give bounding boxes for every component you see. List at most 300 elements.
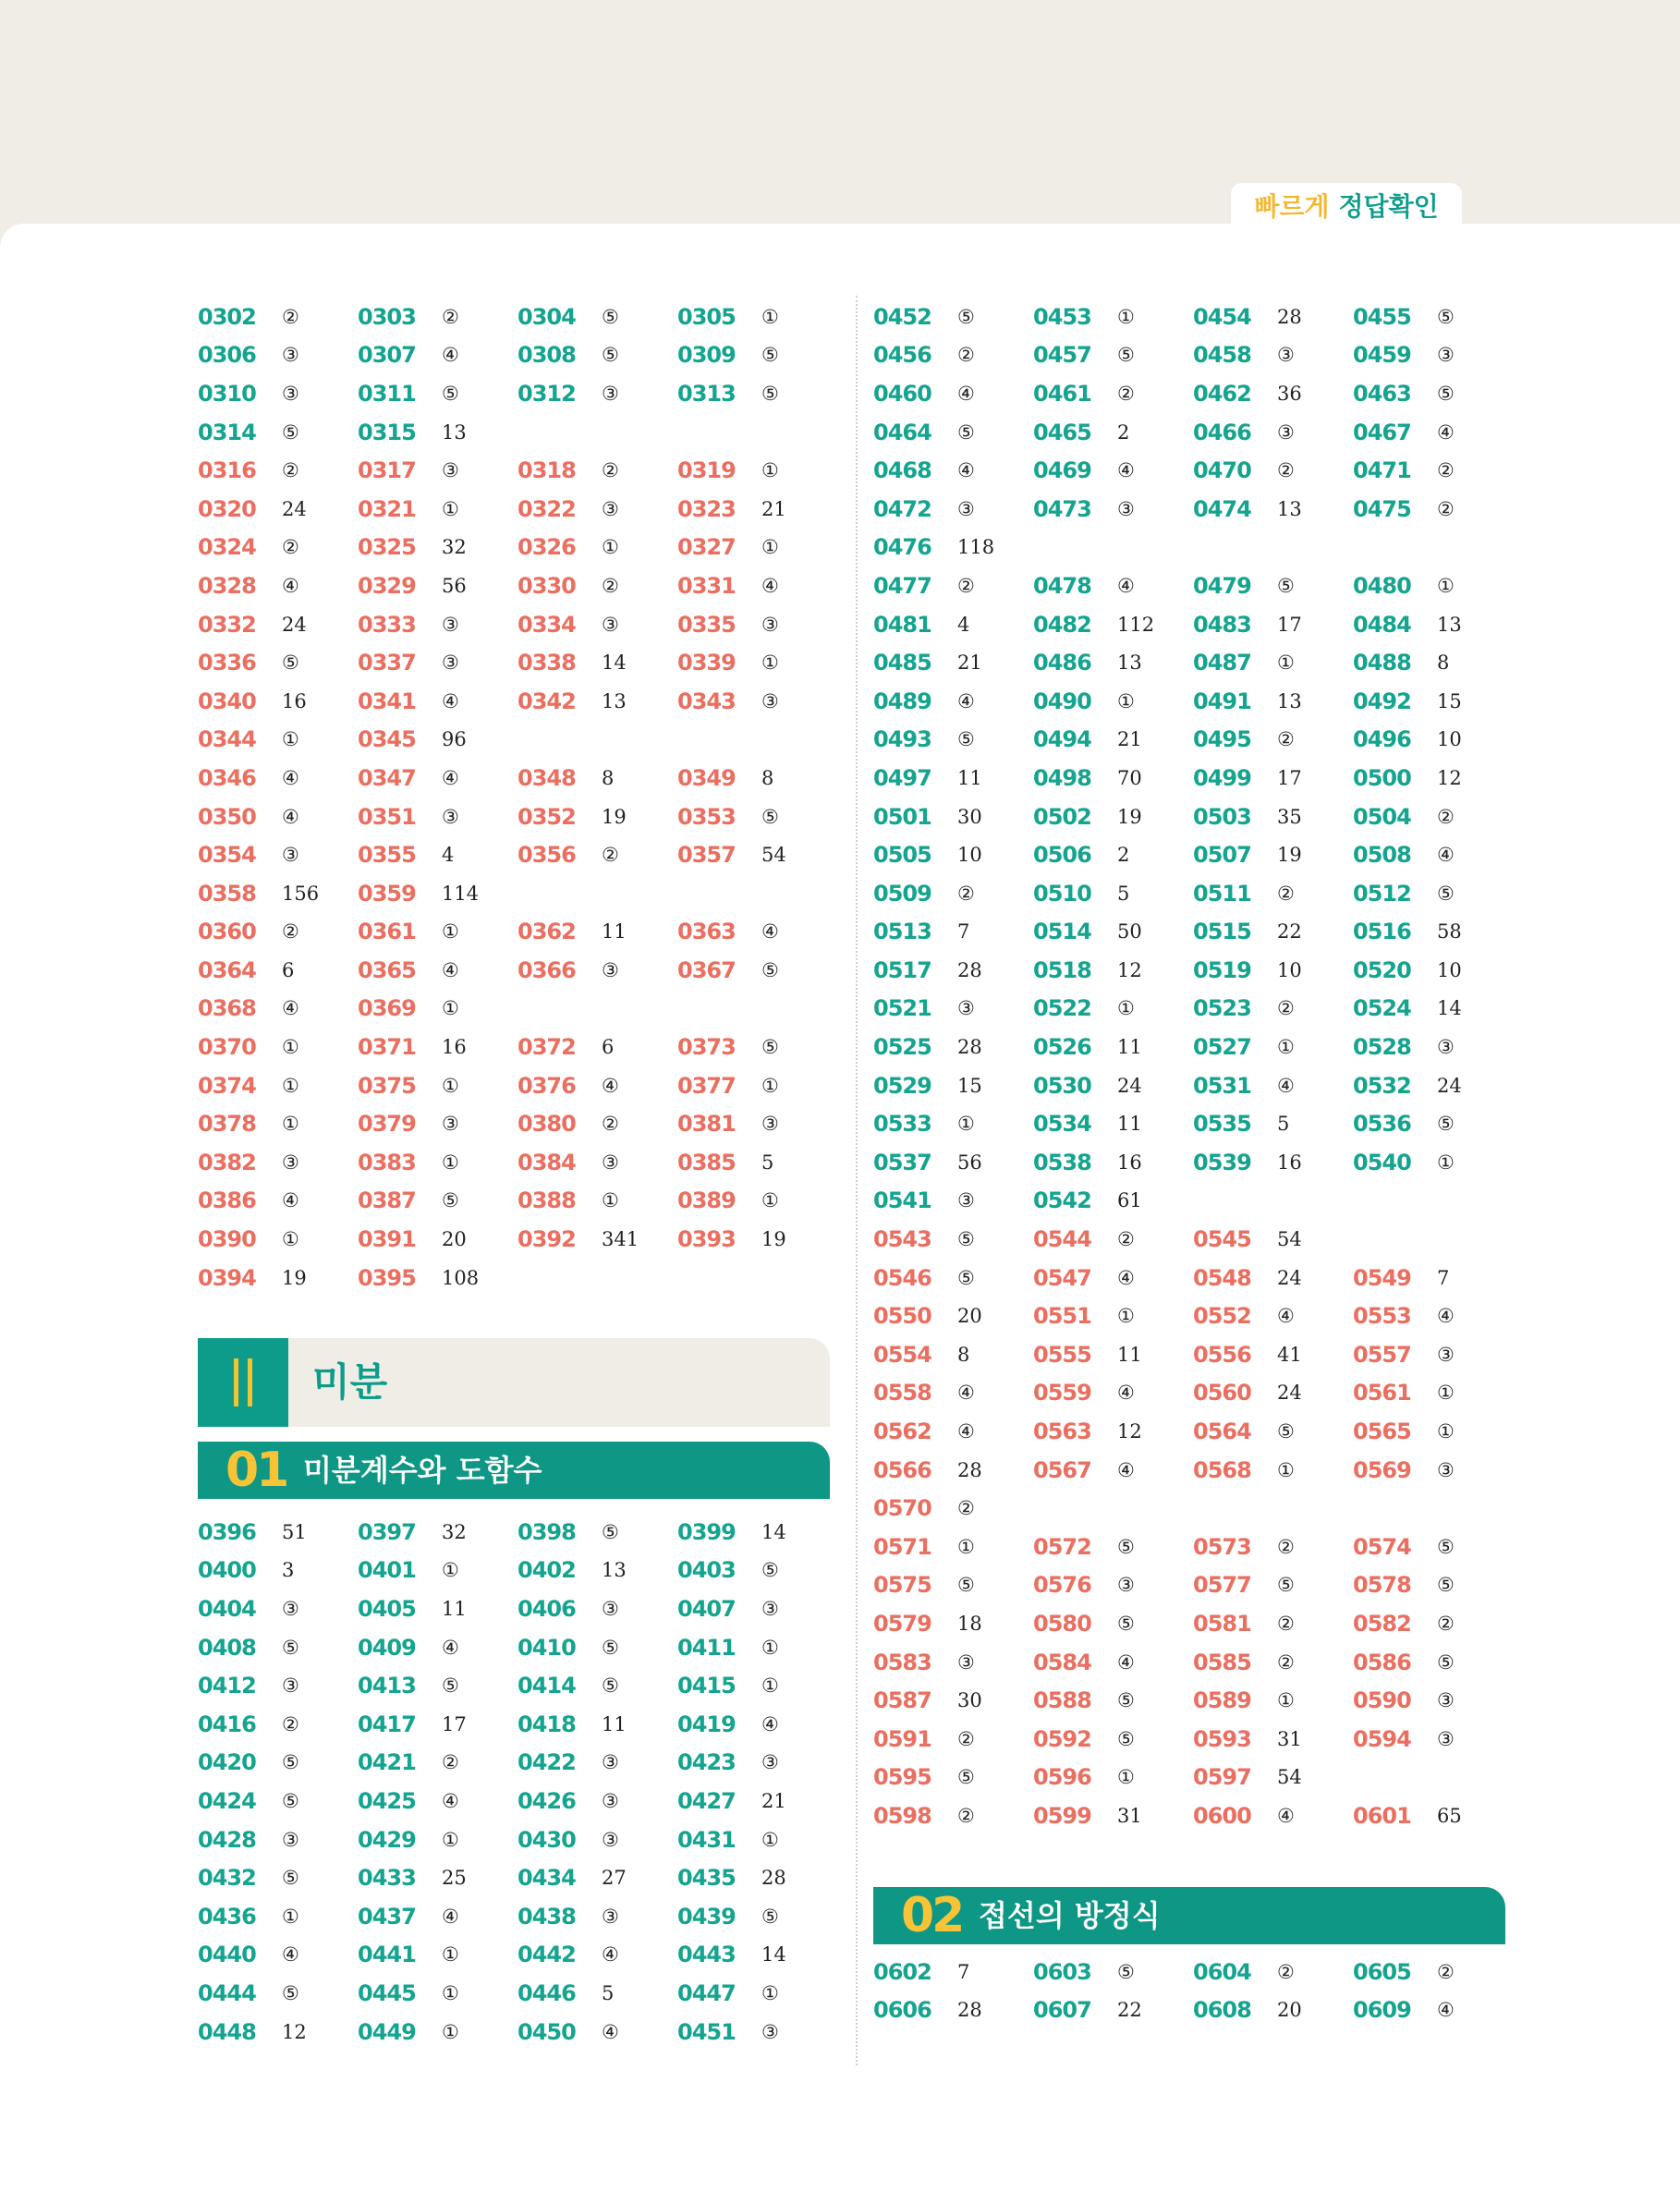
- answer-cell: [517, 682, 677, 721]
- problem-number: 0342: [517, 688, 576, 714]
- answer-cell: [1353, 336, 1513, 375]
- answer-cell: [358, 1552, 517, 1590]
- answer-cell: [873, 1412, 1033, 1451]
- answer-cell: [517, 874, 677, 913]
- problem-number: 0446: [517, 1979, 576, 2006]
- answer-value: ⑤: [1277, 1420, 1295, 1443]
- problem-number: 0397: [358, 1518, 416, 1545]
- answer-cell: [1033, 529, 1193, 567]
- answer-cell: [1033, 1643, 1193, 1682]
- answer-value: ②: [957, 344, 975, 367]
- answer-cell: [873, 1953, 1033, 1991]
- problem-number: 0470: [1193, 457, 1251, 484]
- answer-value: 18: [957, 1612, 982, 1635]
- problem-number: 0582: [1353, 1610, 1411, 1637]
- answer-value: ①: [761, 1189, 779, 1212]
- answer-cell: [1353, 605, 1513, 644]
- problem-number: 0452: [873, 303, 931, 330]
- problem-number: 0601: [1353, 1802, 1411, 1829]
- answer-value: ④: [1437, 1305, 1455, 1328]
- problem-number: 0389: [677, 1187, 736, 1214]
- answer-value: ④: [1117, 1266, 1135, 1289]
- answer-value: ②: [1117, 1228, 1135, 1251]
- answer-cell: [1033, 1220, 1193, 1259]
- answer-value: ⑤: [1117, 344, 1135, 367]
- problem-number: 0519: [1193, 956, 1251, 983]
- problem-number: 0454: [1193, 303, 1251, 330]
- answer-value: ①: [282, 1905, 299, 1928]
- answer-cell: [198, 1628, 358, 1667]
- answer-value: ③: [1277, 420, 1295, 444]
- answer-cell: [358, 1066, 517, 1105]
- answer-value: ③: [602, 1597, 619, 1620]
- problem-number: 0523: [1193, 995, 1251, 1022]
- answer-cell: [1353, 835, 1513, 874]
- problem-number: 0576: [1033, 1572, 1091, 1599]
- answer-value: ④: [602, 1943, 619, 1967]
- answer-cell: [198, 874, 358, 913]
- answer-cell: [1193, 1489, 1353, 1528]
- answer-value: ④: [442, 344, 459, 367]
- problem-number: 0416: [198, 1711, 256, 1737]
- answer-cell: [198, 605, 358, 644]
- answer-cell: [198, 451, 358, 490]
- problem-number: 0554: [873, 1341, 931, 1368]
- answer-cell: [1033, 1028, 1193, 1066]
- answer-cell: [198, 1589, 358, 1628]
- answer-cell: [1193, 951, 1353, 990]
- problem-number: 0335: [677, 611, 736, 638]
- answer-cell: [677, 1820, 837, 1859]
- problem-number: 0559: [1033, 1380, 1091, 1406]
- answer-cell: [1353, 1953, 1513, 1991]
- answer-cell: [677, 2013, 837, 2052]
- answer-value: ③: [282, 344, 299, 367]
- answer-value: ①: [442, 1981, 459, 2004]
- problem-number: 0309: [677, 342, 736, 369]
- answer-cell: [517, 643, 677, 682]
- answer-cell: [1033, 1374, 1193, 1413]
- answer-value: ⑤: [602, 1520, 619, 1543]
- answer-cell: [873, 1335, 1033, 1374]
- answer-cell: [1033, 298, 1193, 336]
- answer-cell: [1033, 413, 1193, 452]
- answer-value: ③: [957, 997, 975, 1020]
- answer-cell: [198, 913, 358, 952]
- problem-number: 0585: [1193, 1649, 1251, 1675]
- answer-value: 14: [761, 1520, 786, 1543]
- problem-number: 0491: [1193, 688, 1251, 714]
- problem-number: 0408: [198, 1634, 256, 1661]
- answer-value: 10: [1437, 728, 1462, 751]
- answer-value: ⑤: [957, 1574, 975, 1597]
- answer-cell: [517, 1028, 677, 1066]
- answer-cell: [677, 1143, 837, 1182]
- answer-value: 20: [1277, 1999, 1302, 2022]
- problem-number: 0545: [1193, 1226, 1251, 1253]
- answer-value: ①: [761, 1674, 779, 1698]
- answer-cell: [1193, 721, 1353, 760]
- answer-value: 4: [957, 613, 970, 636]
- answer-value: 10: [957, 844, 982, 867]
- problem-number: 0333: [358, 611, 416, 638]
- answer-cell: [677, 721, 837, 760]
- section-title: 미분계수와 도함수: [303, 1453, 542, 1488]
- problem-number: 0364: [198, 956, 256, 983]
- answer-cell: [517, 990, 677, 1029]
- answer-cell: [1193, 835, 1353, 874]
- answer-cell: [1033, 1297, 1193, 1335]
- answer-cell: [1193, 1796, 1353, 1835]
- answer-cell: [1033, 643, 1193, 682]
- answer-value: 54: [1277, 1228, 1302, 1251]
- problem-number: 0340: [198, 688, 256, 714]
- answer-cell: [358, 682, 517, 721]
- answer-value: ④: [442, 1636, 459, 1659]
- answer-value: ②: [1437, 1960, 1455, 1983]
- problem-number: 0429: [358, 1826, 416, 1853]
- answer-cell: [873, 643, 1033, 682]
- problem-number: 0492: [1353, 688, 1411, 714]
- answer-value: 22: [1277, 920, 1302, 944]
- problem-number: 0349: [677, 764, 736, 791]
- answer-value: ②: [442, 1751, 459, 1774]
- answer-cell: [677, 835, 837, 874]
- answer-cell: [1353, 643, 1513, 682]
- answer-cell: [873, 1681, 1033, 1720]
- problem-number: 0449: [358, 2018, 416, 2045]
- problem-number: 0338: [517, 650, 576, 676]
- problem-number: 0468: [873, 457, 931, 484]
- answer-value: ③: [957, 1189, 975, 1212]
- answer-value: 24: [1277, 1266, 1302, 1289]
- answer-cell: [1193, 1028, 1353, 1066]
- answer-cell: [358, 721, 517, 760]
- answer-value: 6: [602, 1036, 615, 1059]
- answer-cell: [677, 529, 837, 567]
- problem-number: 0486: [1033, 650, 1091, 676]
- answer-cell: [873, 1451, 1033, 1490]
- answer-cell: [873, 529, 1033, 567]
- problem-number: 0451: [677, 2018, 736, 2045]
- problem-number: 0437: [358, 1903, 416, 1930]
- problem-number: 0609: [1353, 1997, 1411, 2024]
- problem-number: 0461: [1033, 380, 1091, 407]
- answer-cell: [1033, 1991, 1193, 2030]
- problem-number: 0505: [873, 842, 931, 869]
- problem-number: 0324: [198, 534, 256, 561]
- answer-cell: [358, 1744, 517, 1783]
- answer-cell: [198, 336, 358, 375]
- answer-cell: [358, 1143, 517, 1182]
- answer-value: ⑤: [442, 1674, 459, 1698]
- answer-value: ④: [602, 1074, 619, 1097]
- problem-number: 0464: [873, 419, 931, 445]
- answer-cell: [1033, 798, 1193, 836]
- answer-cell: [1353, 1720, 1513, 1759]
- answer-cell: [873, 605, 1033, 644]
- answer-cell: [1193, 1991, 1353, 2030]
- answer-cell: [1353, 1991, 1513, 2030]
- answer-cell: [1353, 529, 1513, 567]
- answer-cell: [1353, 1143, 1513, 1182]
- answer-value: ④: [602, 2020, 619, 2043]
- answer-value: ①: [1277, 1458, 1295, 1481]
- answer-value: 41: [1277, 1343, 1302, 1366]
- answer-value: 25: [442, 1867, 467, 1890]
- tab-label-check: 정답확인: [1338, 191, 1439, 222]
- problem-number: 0598: [873, 1802, 931, 1829]
- problem-number: 0536: [1353, 1111, 1411, 1138]
- answer-value: ⑤: [761, 958, 779, 981]
- answer-cell: [1193, 1643, 1353, 1682]
- problem-number: 0373: [677, 1034, 736, 1061]
- problem-number: 0603: [1033, 1958, 1091, 1985]
- answer-value: ②: [1277, 1650, 1295, 1674]
- answer-value: ⑤: [761, 1559, 779, 1582]
- problem-number: 0457: [1033, 342, 1091, 369]
- problem-number: 0518: [1033, 956, 1091, 983]
- problem-number: 0348: [517, 764, 576, 791]
- answer-value: 24: [282, 497, 307, 520]
- answer-cell: [1193, 451, 1353, 490]
- answer-value: ③: [761, 2020, 779, 2043]
- answer-value: ①: [1117, 305, 1135, 328]
- answer-cell: [677, 990, 837, 1029]
- answer-value: ③: [602, 1905, 619, 1928]
- answer-value: 28: [761, 1867, 786, 1890]
- answer-value: ③: [282, 382, 299, 405]
- problem-number: 0306: [198, 342, 256, 369]
- problem-number: 0515: [1193, 919, 1251, 945]
- problem-number: 0498: [1033, 764, 1091, 791]
- answer-cell: [358, 298, 517, 336]
- answer-cell: [198, 643, 358, 682]
- answer-value: 54: [1277, 1766, 1302, 1789]
- answer-value: ④: [442, 689, 459, 712]
- problem-number: 0414: [517, 1673, 576, 1699]
- answer-cell: [1033, 1604, 1193, 1643]
- problem-number: 0501: [873, 803, 931, 830]
- problem-number: 0432: [198, 1865, 256, 1892]
- problem-number: 0493: [873, 726, 931, 753]
- answer-cell: [1353, 682, 1513, 721]
- problem-number: 0305: [677, 303, 736, 330]
- answer-cell: [873, 1182, 1033, 1221]
- problem-number: 0502: [1033, 803, 1091, 830]
- answer-cell: [1193, 1412, 1353, 1451]
- answer-cell: [873, 1259, 1033, 1297]
- answer-cell: [873, 951, 1033, 990]
- problem-number: 0355: [358, 842, 416, 869]
- problem-number: 0365: [358, 956, 416, 983]
- answer-cell: [1193, 1143, 1353, 1182]
- answer-value: ④: [1277, 1804, 1295, 1827]
- answer-value: ②: [442, 305, 459, 328]
- problem-number: 0584: [1033, 1649, 1091, 1675]
- answer-cell: [873, 1991, 1033, 2030]
- answer-grid-0302-0395: [198, 298, 837, 1297]
- problem-number: 0604: [1193, 1958, 1251, 1985]
- answer-cell: [1033, 1759, 1193, 1797]
- problem-number: 0323: [677, 495, 736, 522]
- answer-cell: [1193, 1297, 1353, 1335]
- answer-value: ③: [1117, 497, 1135, 520]
- answer-cell: [873, 1297, 1033, 1335]
- answer-value: ①: [761, 1828, 779, 1851]
- answer-cell: [1033, 1259, 1193, 1297]
- answer-cell: [1033, 990, 1193, 1029]
- answer-cell: [517, 835, 677, 874]
- answer-cell: [677, 374, 837, 413]
- answer-cell: [677, 682, 837, 721]
- problem-number: 0580: [1033, 1610, 1091, 1637]
- answer-cell: [198, 374, 358, 413]
- problem-number: 0564: [1193, 1419, 1251, 1445]
- problem-number: 0361: [358, 919, 416, 945]
- problem-number: 0533: [873, 1111, 931, 1138]
- answer-value: ①: [282, 1228, 299, 1251]
- problem-number: 0431: [677, 1826, 736, 1853]
- answer-cell: [1033, 1143, 1193, 1182]
- problem-number: 0360: [198, 919, 256, 945]
- answer-cell: [1193, 490, 1353, 529]
- answer-value: 28: [957, 1458, 982, 1481]
- problem-number: 0393: [677, 1226, 736, 1253]
- answer-cell: [1353, 798, 1513, 836]
- answer-value: ⑤: [442, 382, 459, 405]
- answer-cell: [1033, 1489, 1193, 1528]
- problem-number: 0571: [873, 1533, 931, 1560]
- answer-cell: [1033, 1451, 1193, 1490]
- answer-value: 13: [602, 689, 627, 712]
- problem-number: 0574: [1353, 1533, 1411, 1560]
- problem-number: 0424: [198, 1787, 256, 1814]
- problem-number: 0471: [1353, 457, 1411, 484]
- answer-cell: [1033, 759, 1193, 798]
- answer-value: ②: [957, 574, 975, 597]
- answer-value: 24: [1437, 1074, 1462, 1097]
- problem-number: 0379: [358, 1111, 416, 1138]
- answer-value: 28: [957, 1999, 982, 2022]
- problem-number: 0565: [1353, 1419, 1411, 1445]
- answer-value: 14: [602, 651, 627, 675]
- answer-cell: [1193, 1604, 1353, 1643]
- answer-cell: [358, 1936, 517, 1975]
- problem-number: 0357: [677, 842, 736, 869]
- problem-number: 0524: [1353, 995, 1411, 1022]
- answer-cell: [1193, 1681, 1353, 1720]
- answer-cell: [1353, 1182, 1513, 1221]
- problem-number: 0482: [1033, 611, 1091, 638]
- problem-number: 0380: [517, 1111, 576, 1138]
- answer-value: 50: [1117, 920, 1142, 944]
- answer-cell: [1033, 835, 1193, 874]
- problem-number: 0508: [1353, 842, 1411, 869]
- problem-number: 0362: [517, 919, 576, 945]
- problem-number: 0312: [517, 380, 576, 407]
- answer-value: 21: [761, 1789, 786, 1812]
- problem-number: 0399: [677, 1518, 736, 1545]
- answer-value: 5: [602, 1981, 615, 2004]
- answer-cell: [677, 1513, 837, 1552]
- problem-number: 0586: [1353, 1649, 1411, 1675]
- answer-cell: [198, 798, 358, 836]
- problem-number: 0540: [1353, 1149, 1411, 1175]
- answer-cell: [1193, 566, 1353, 605]
- problem-number: 0378: [198, 1111, 256, 1138]
- answer-value: ①: [602, 536, 619, 559]
- answer-cell: [1193, 336, 1353, 375]
- problem-number: 0489: [873, 688, 931, 714]
- answer-value: ②: [282, 459, 299, 482]
- answer-value: ③: [1437, 1343, 1455, 1366]
- problem-number: 0427: [677, 1787, 736, 1814]
- problem-number: 0370: [198, 1034, 256, 1061]
- problem-number: 0568: [1193, 1456, 1251, 1483]
- problem-number: 0381: [677, 1111, 736, 1138]
- answer-value: ④: [957, 459, 975, 482]
- answer-cell: [677, 1744, 837, 1783]
- answer-value: ③: [442, 459, 459, 482]
- problem-number: 0608: [1193, 1997, 1251, 2024]
- answer-cell: [1353, 1259, 1513, 1297]
- answer-cell: [873, 874, 1033, 913]
- problem-number: 0422: [517, 1749, 576, 1776]
- answer-cell: [677, 451, 837, 490]
- answer-value: ②: [282, 536, 299, 559]
- answer-cell: [873, 1489, 1033, 1528]
- quick-answer-tab: [1231, 183, 1462, 227]
- answer-value: 16: [282, 689, 307, 712]
- problem-number: 0473: [1033, 495, 1091, 522]
- answer-cell: [1353, 1374, 1513, 1413]
- answer-value: ①: [957, 1113, 975, 1136]
- answer-value: ⑤: [1117, 1612, 1135, 1635]
- answer-value: 11: [602, 920, 627, 944]
- answer-cell: [1353, 1412, 1513, 1451]
- answer-cell: [873, 490, 1033, 529]
- answer-value: 11: [1117, 1036, 1142, 1059]
- problem-number: 0520: [1353, 956, 1411, 983]
- answer-value: 13: [1437, 613, 1462, 636]
- problem-number: 0597: [1193, 1764, 1251, 1791]
- answer-value: ⑤: [602, 1674, 619, 1698]
- answer-value: ③: [1277, 344, 1295, 367]
- answer-value: ④: [1117, 1382, 1135, 1405]
- problem-number: 0363: [677, 919, 736, 945]
- answer-cell: [677, 643, 837, 682]
- answer-cell: [1353, 413, 1513, 452]
- answer-value: 11: [1117, 1113, 1142, 1136]
- problem-number: 0467: [1353, 419, 1411, 445]
- answer-cell: [517, 1513, 677, 1552]
- tab-label-fast: 빠르게: [1254, 191, 1330, 222]
- answer-cell: [1033, 1796, 1193, 1835]
- problem-number: 0387: [358, 1187, 416, 1214]
- answer-value: 22: [1117, 1999, 1142, 2022]
- answer-cell: [1033, 374, 1193, 413]
- problem-number: 0534: [1033, 1111, 1091, 1138]
- chapter-header: [198, 1338, 830, 1427]
- answer-value: 10: [1277, 958, 1302, 981]
- answer-cell: [677, 298, 837, 336]
- problem-number: 0480: [1353, 572, 1411, 599]
- answer-value: ①: [957, 1535, 975, 1558]
- problem-number: 0490: [1033, 688, 1091, 714]
- problem-number: 0315: [358, 419, 416, 445]
- problem-number: 0418: [517, 1711, 576, 1737]
